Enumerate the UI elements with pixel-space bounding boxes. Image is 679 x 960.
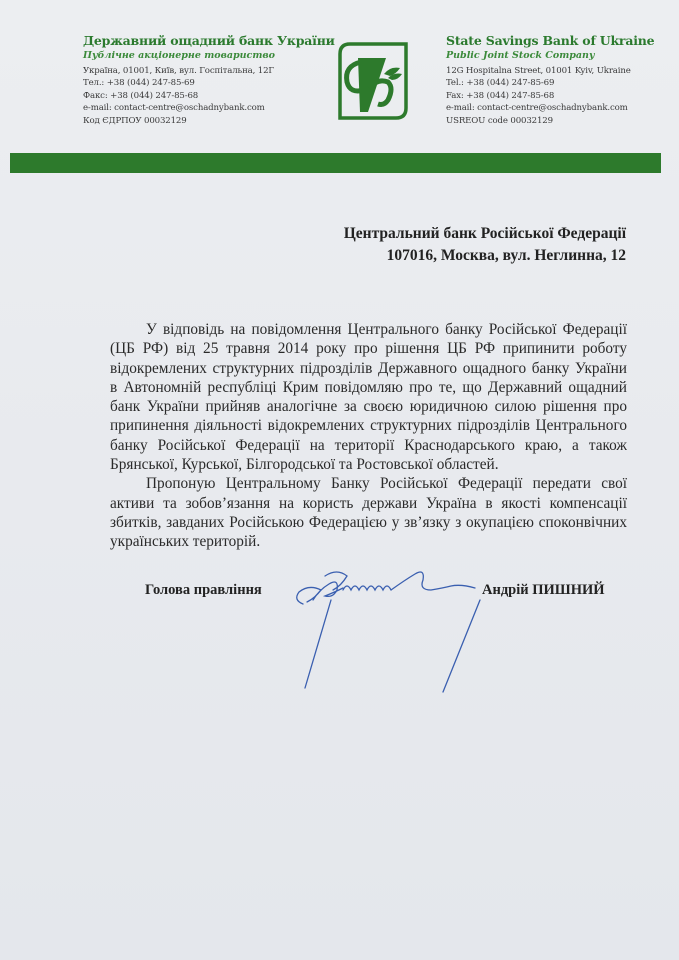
signatory-title: Голова правління: [145, 582, 262, 598]
addressee-address: 107016, Москва, вул. Неглинна, 12: [386, 247, 626, 264]
fax-ua: Факс: +38 (044) 247-85-68: [83, 90, 199, 101]
addressee-block: [344, 223, 626, 267]
handwritten-signature-icon: [285, 560, 495, 695]
fax-en: Fax: +38 (044) 247-85-68: [446, 90, 555, 101]
body-paragraph-1: У відповідь на повідомлення Центрального банку Російської Федерації (ЦБ РФ) від 25 травня 2014 року про рішення ЦБ РФ припинити роботу відокремлених структурних підрозділів Державного ощадного банку України в Автономній республіці Крим повідомляю про те, що Державний ощадний банк України прийняв аналогічне за своєю юридичною силою рішення про припинення діяльності відокремлених структурних підрозділів Центрального банку Російської Федерації на території Краснодарського краю, а також Брянської, Курської, Білгородської та Ростовської областей.: [110, 321, 627, 474]
signatory-name: Андрій ПИШНИЙ: [482, 582, 605, 598]
letterhead-english: [446, 33, 654, 127]
body-paragraph-2: Пропоную Центральному Банку Російської Федерації передати свої активи та зобов’язання на користь держави Україна в якості компенсації збитків, завданих Російською Федерацією у зв’язку з окупацією споконвічних українських територій.: [110, 475, 627, 551]
code-ua: Код ЄДРПОУ 00032129: [83, 115, 187, 126]
bank-name-en: State Savings Bank of Ukraine: [446, 33, 655, 48]
email-ua: e-mail: contact-centre@oschadnybank.com: [83, 103, 265, 114]
bank-name-ua: Державний ощадний банк України: [83, 33, 335, 48]
company-type-en: Public Joint Stock Company: [446, 50, 595, 61]
oschadbank-logo-icon: [334, 40, 412, 122]
email-en: e-mail: contact-centre@oschadnybank.com: [446, 103, 628, 114]
address-en: 12G Hospitalna Street, 01001 Kyiv, Ukraine: [446, 66, 631, 76]
letterhead-divider-bar: [10, 153, 661, 173]
letter-body: [110, 320, 627, 552]
code-en: USREOU code 00032129: [446, 115, 553, 126]
phone-ua: Тел.: +38 (044) 247-85-69: [83, 78, 195, 89]
phone-en: Tel.: +38 (044) 247-85-69: [446, 78, 555, 89]
address-ua: Україна, 01001, Київ, вул. Госпітальна, 12Г: [83, 66, 274, 76]
letterhead-ukrainian: [83, 33, 335, 127]
addressee-name: Центральний банк Російської Федерації: [343, 225, 626, 242]
company-type-ua: Публічне акціонерне товариство: [83, 50, 275, 61]
